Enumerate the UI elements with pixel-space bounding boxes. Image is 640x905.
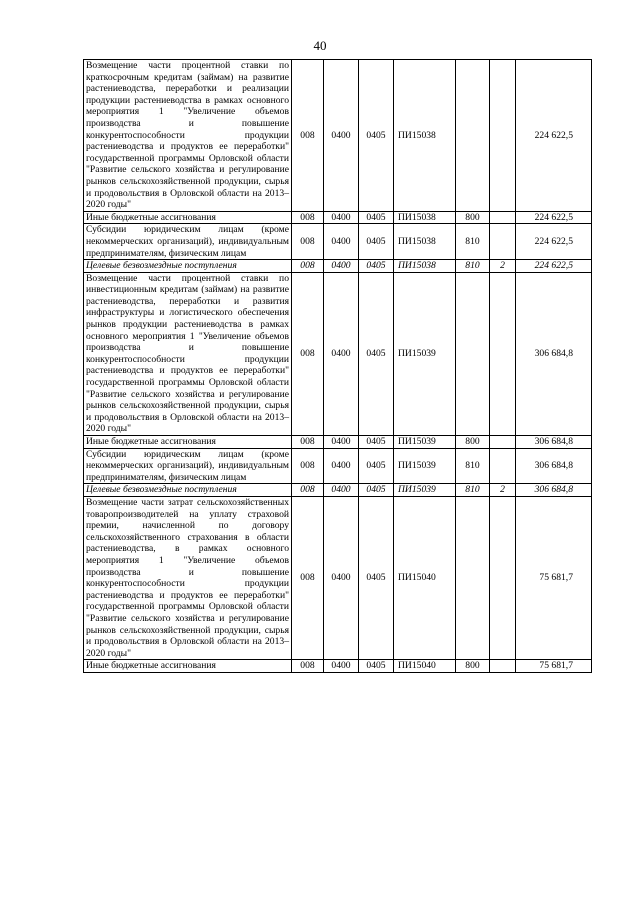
cell-amount: 224 622,5 <box>516 211 592 224</box>
cell-amount: 306 684,8 <box>516 272 592 435</box>
table-row <box>84 436 592 449</box>
cell-expense-type: 800 <box>456 211 490 224</box>
cell-source <box>490 60 516 212</box>
cell-grbs: 008 <box>292 496 324 659</box>
cell-section: 0400 <box>324 60 359 212</box>
cell-section: 0400 <box>324 211 359 224</box>
cell-subsection: 0405 <box>359 436 394 449</box>
cell-subsection: 0405 <box>359 224 394 260</box>
cell-amount: 224 622,5 <box>516 60 592 212</box>
table-row <box>84 272 592 435</box>
cell-target-article: ПИ15040 <box>394 660 456 673</box>
cell-source <box>490 448 516 484</box>
cell-target-article: ПИ15038 <box>394 224 456 260</box>
cell-description: Иные бюджетные ассигнования <box>84 660 292 673</box>
cell-source <box>490 211 516 224</box>
cell-description: Целевые безвозмездные поступления <box>84 484 292 497</box>
cell-description: Иные бюджетные ассигнования <box>84 211 292 224</box>
cell-source: 2 <box>490 260 516 273</box>
cell-grbs: 008 <box>292 211 324 224</box>
cell-expense-type <box>456 496 490 659</box>
cell-source <box>490 224 516 260</box>
table-row <box>84 60 592 212</box>
cell-subsection: 0405 <box>359 211 394 224</box>
cell-section: 0400 <box>324 448 359 484</box>
cell-description: Иные бюджетные ассигнования <box>84 436 292 449</box>
cell-subsection: 0405 <box>359 484 394 497</box>
cell-grbs: 008 <box>292 224 324 260</box>
cell-source <box>490 272 516 435</box>
cell-grbs: 008 <box>292 660 324 673</box>
cell-amount: 306 684,8 <box>516 436 592 449</box>
cell-source <box>490 660 516 673</box>
cell-expense-type: 810 <box>456 260 490 273</box>
cell-target-article: ПИ15038 <box>394 211 456 224</box>
table-row <box>84 260 592 273</box>
cell-section: 0400 <box>324 272 359 435</box>
budget-table <box>83 59 592 673</box>
cell-section: 0400 <box>324 660 359 673</box>
cell-amount: 306 684,8 <box>516 484 592 497</box>
cell-section: 0400 <box>324 484 359 497</box>
cell-subsection: 0405 <box>359 660 394 673</box>
cell-amount: 224 622,5 <box>516 260 592 273</box>
cell-section: 0400 <box>324 260 359 273</box>
cell-target-article: ПИ15039 <box>394 484 456 497</box>
cell-expense-type: 810 <box>456 224 490 260</box>
cell-expense-type: 800 <box>456 436 490 449</box>
cell-subsection: 0405 <box>359 60 394 212</box>
cell-description: Возмещение части затрат сельскохозяйственных товаропроизводителей на уплату страховой премии, начисленной по договору сельскохозяйственного страхования в области растениеводства, в рамках основного мероприятия 1 "Увеличение объемов производства и повышение конкурентоспособности продукции растениеводства и продуктов ее переработки" государственной программы Орловской области "Развитие сельского хозяйства и регулирование рынков сельскохозяйственной продукции, сырья и продовольствия в Орловской области на 2013–2020 годы" <box>84 496 292 659</box>
cell-subsection: 0405 <box>359 260 394 273</box>
cell-grbs: 008 <box>292 436 324 449</box>
cell-grbs: 008 <box>292 484 324 497</box>
cell-description: Возмещение части процентной ставки по инвестиционным кредитам (займам) на развитие растениеводства, переработки и развития инфраструктуры и логистического обеспечения рынков продукции растениеводства в рамках основного мероприятия 1 "Увеличение объемов производства и повышение конкурентоспособности продукции растениеводства и продуктов ее переработки" государственной программы Орловской области "Развитие сельского хозяйства и регулирование рынков сельскохозяйственной продукции, сырья и продовольствия в Орловской области на 2013–2020 годы" <box>84 272 292 435</box>
cell-grbs: 008 <box>292 448 324 484</box>
cell-subsection: 0405 <box>359 496 394 659</box>
cell-expense-type: 810 <box>456 484 490 497</box>
cell-section: 0400 <box>324 496 359 659</box>
table-row <box>84 211 592 224</box>
cell-target-article: ПИ15039 <box>394 448 456 484</box>
table-row <box>84 660 592 673</box>
cell-description: Субсидии юридическим лицам (кроме некоммерческих организаций), индивидуальным предпринимателям, физическим лицам <box>84 448 292 484</box>
cell-expense-type: 810 <box>456 448 490 484</box>
cell-subsection: 0405 <box>359 272 394 435</box>
cell-target-article: ПИ15038 <box>394 60 456 212</box>
cell-source <box>490 496 516 659</box>
cell-target-article: ПИ15038 <box>394 260 456 273</box>
cell-grbs: 008 <box>292 60 324 212</box>
cell-section: 0400 <box>324 224 359 260</box>
cell-grbs: 008 <box>292 272 324 435</box>
cell-source: 2 <box>490 484 516 497</box>
table-row <box>84 448 592 484</box>
cell-amount: 75 681,7 <box>516 496 592 659</box>
cell-expense-type <box>456 60 490 212</box>
page-number: 40 <box>313 38 327 53</box>
cell-amount: 306 684,8 <box>516 448 592 484</box>
cell-target-article: ПИ15039 <box>394 436 456 449</box>
cell-subsection: 0405 <box>359 448 394 484</box>
cell-grbs: 008 <box>292 260 324 273</box>
cell-description: Целевые безвозмездные поступления <box>84 260 292 273</box>
cell-section: 0400 <box>324 436 359 449</box>
cell-expense-type: 800 <box>456 660 490 673</box>
table-row <box>84 496 592 659</box>
cell-description: Возмещение части процентной ставки по краткосрочным кредитам (займам) на развитие растениеводства, переработки и реализации продукции растениеводства в рамках основного мероприятия 1 "Увеличение объемов производства и повышение конкурентоспособности продукции растениеводства и продуктов ее переработки" государственной программы Орловской области "Развитие сельского хозяйства и регулирование рынков сельскохозяйственной продукции, сырья и продовольствия в Орловской области на 2013–2020 годы" <box>84 60 292 212</box>
table-body <box>84 60 592 673</box>
cell-expense-type <box>456 272 490 435</box>
table-row <box>84 484 592 497</box>
table-row <box>84 224 592 260</box>
cell-target-article: ПИ15040 <box>394 496 456 659</box>
cell-amount: 224 622,5 <box>516 224 592 260</box>
cell-target-article: ПИ15039 <box>394 272 456 435</box>
cell-amount: 75 681,7 <box>516 660 592 673</box>
cell-source <box>490 436 516 449</box>
cell-description: Субсидии юридическим лицам (кроме некоммерческих организаций), индивидуальным предпринимателям, физическим лицам <box>84 224 292 260</box>
